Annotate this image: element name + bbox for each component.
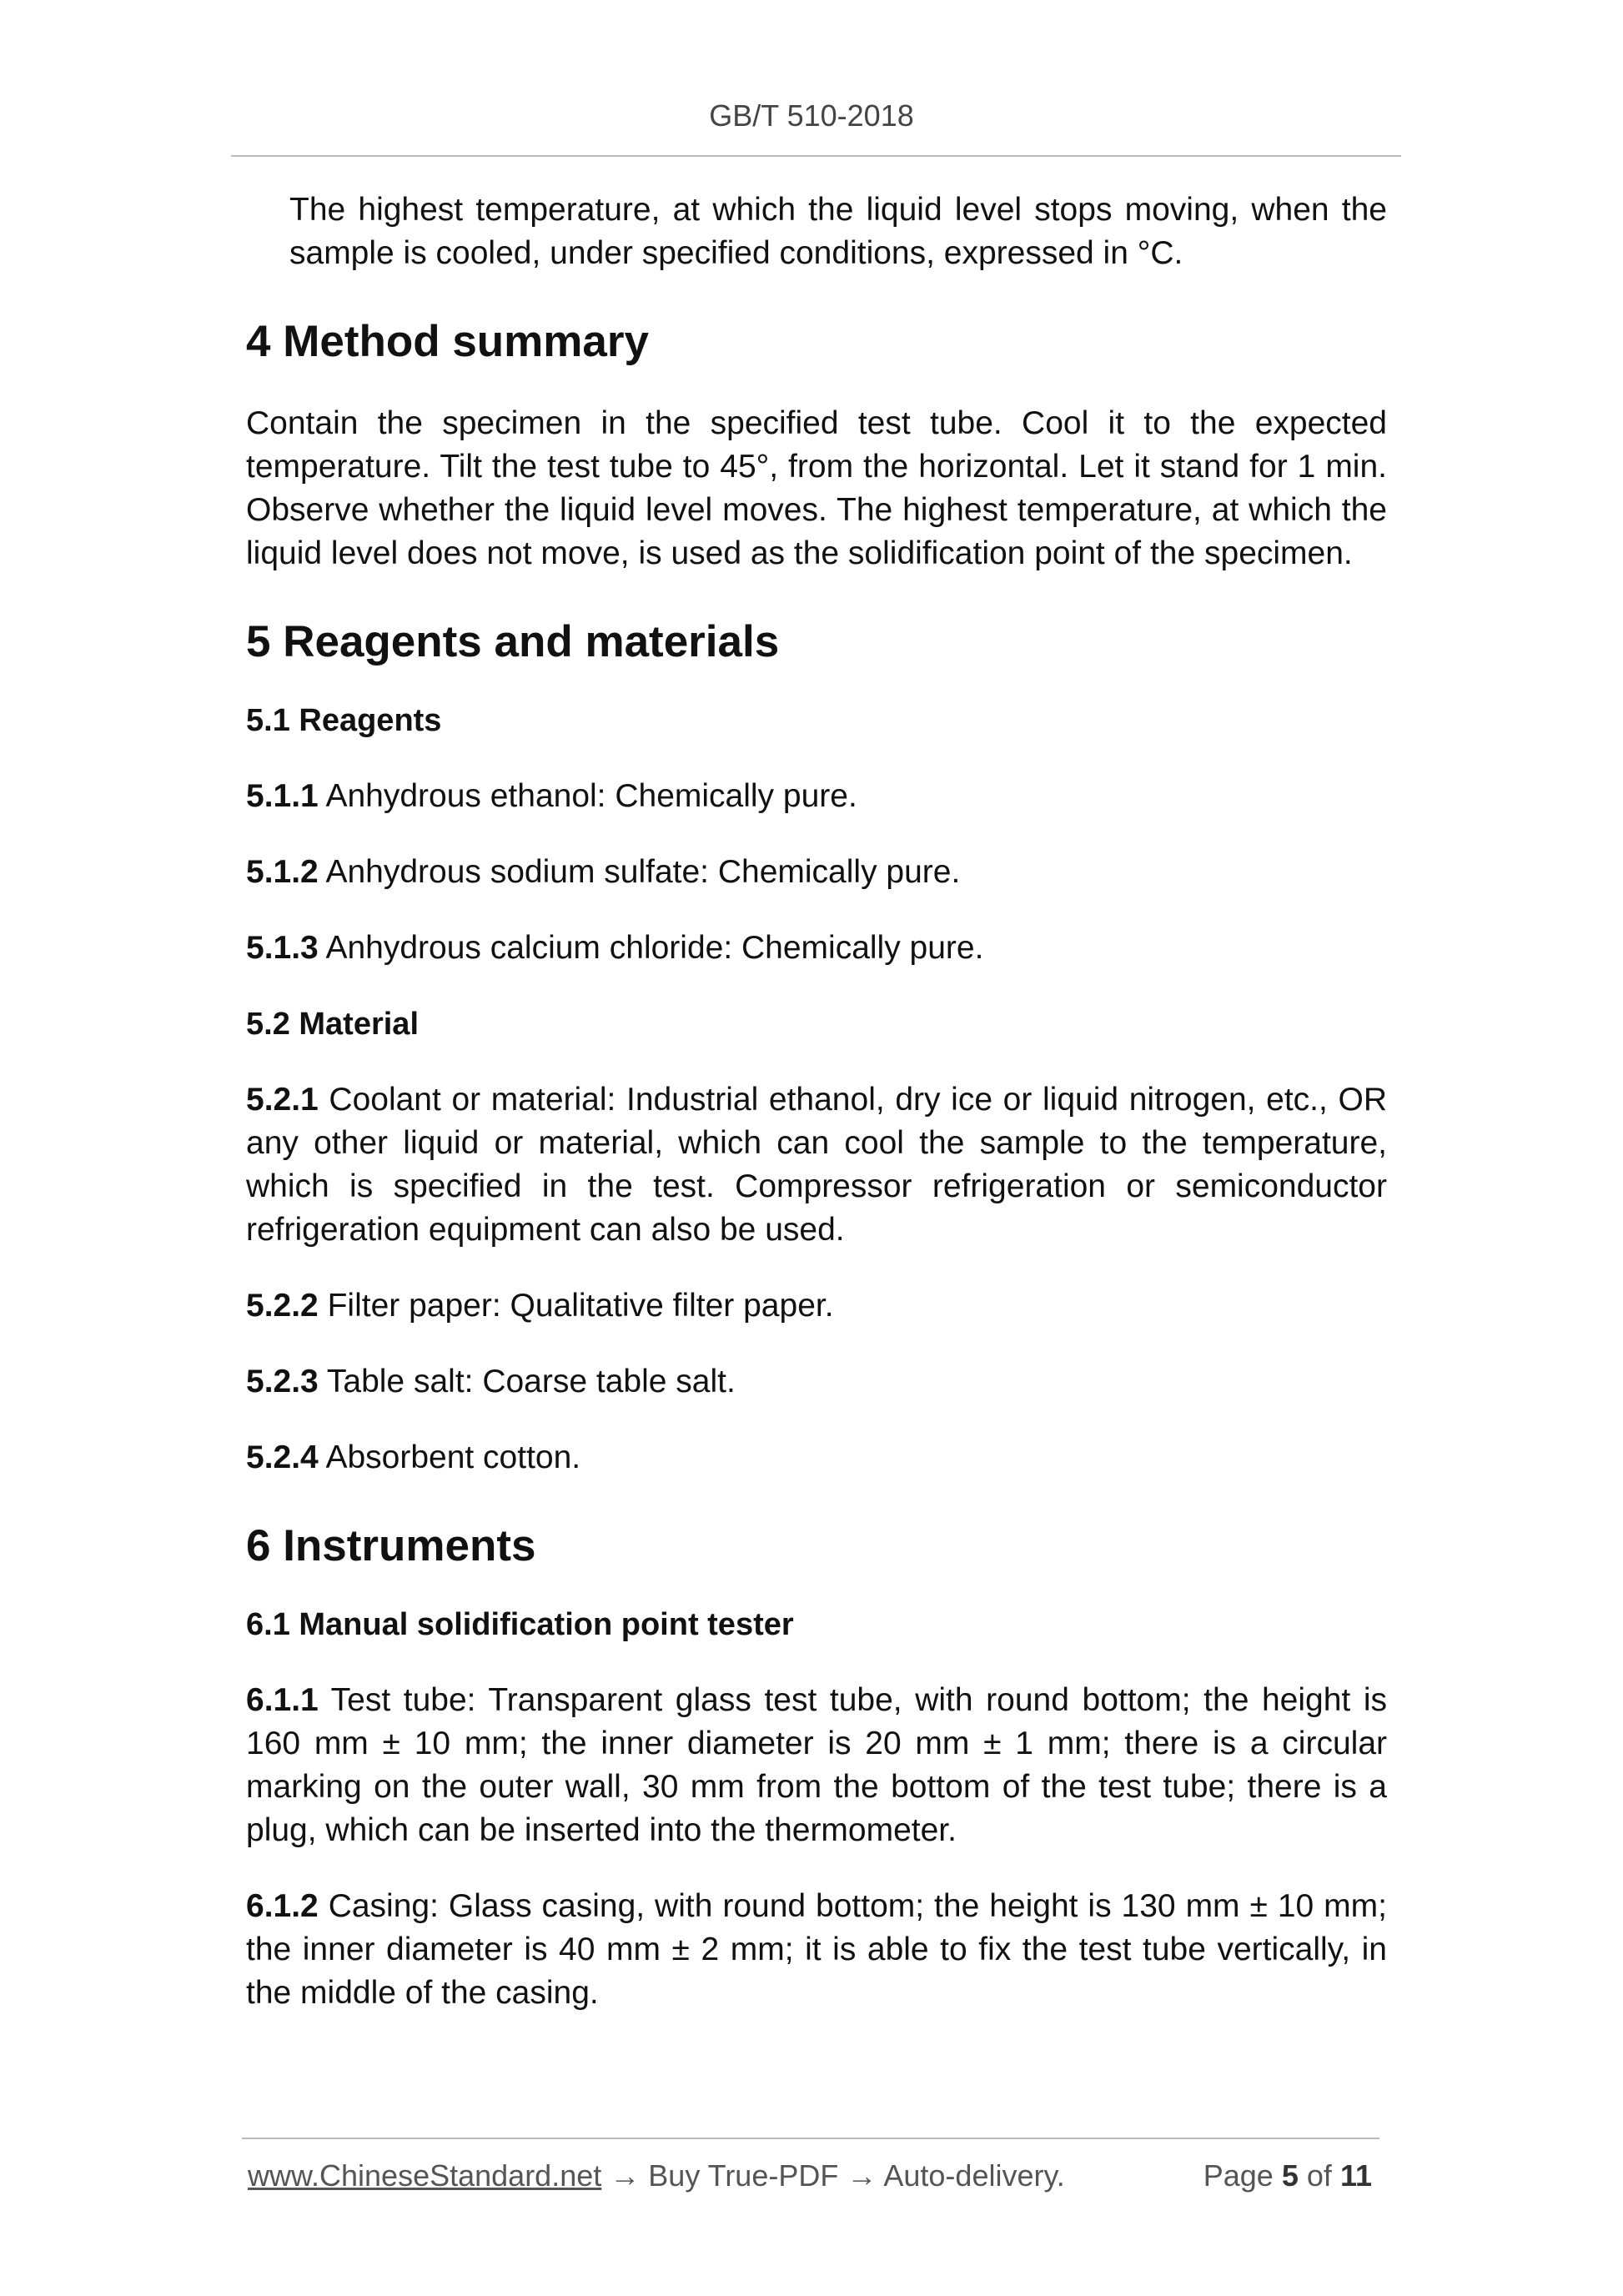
clause-text: Table salt: Coarse table salt. — [326, 1364, 736, 1399]
clause-5-2-2 — [246, 1284, 1387, 1328]
clause-number: 5.2.1 — [246, 1082, 319, 1118]
clause-text: Anhydrous calcium chloride: Chemically pure. — [325, 930, 984, 966]
clause-number: 5.2.2 — [246, 1288, 319, 1324]
footer-promo — [248, 2158, 1065, 2193]
clause-5-1-1 — [246, 775, 1387, 818]
delivery-text: Auto-delivery. — [883, 2158, 1065, 2193]
clause-5-1-2 — [246, 851, 1387, 894]
section-5-1-heading: 5.1 Reagents — [246, 703, 442, 738]
clause-text: Filter paper: Qualitative filter paper. — [327, 1288, 834, 1324]
clause-5-2-1 — [246, 1078, 1387, 1252]
clause-text: Casing: Glass casing, with round bottom; the height is 130 mm ± 10 mm; the inner diameter is 40 mm ± 2 mm; it is able to fix the test tube vertically, in the middle of the casing. — [246, 1888, 1387, 2011]
page-label: Page — [1203, 2158, 1274, 2193]
buy-pdf-text: Buy True-PDF — [648, 2158, 839, 2193]
total-pages: 11 — [1339, 2158, 1372, 2193]
website-link[interactable]: www.ChineseStandard.net — [248, 2158, 602, 2193]
clause-5-2-4 — [246, 1436, 1387, 1480]
document-body — [246, 188, 1387, 2015]
definition-text: The highest temperature, at which the liquid level stops moving, when the sample is cooled, under specified conditions, expressed in °C. — [289, 192, 1387, 271]
clause-text: Anhydrous sodium sulfate: Chemically pure. — [325, 854, 961, 890]
current-page: 5 — [1281, 2158, 1299, 2193]
clause-text: Absorbent cotton. — [325, 1439, 581, 1475]
page-header: GB/T 510-2018 — [709, 98, 914, 133]
footer-divider — [242, 2138, 1379, 2139]
page-number — [1203, 2158, 1372, 2193]
arrow-right-icon: → — [610, 2158, 641, 2193]
arrow-right-icon: → — [847, 2158, 877, 2193]
clause-number: 5.2.4 — [246, 1439, 319, 1475]
clause-number: 5.2.3 — [246, 1364, 319, 1399]
clause-6-1-2 — [246, 1885, 1387, 2015]
clause-5-2-3 — [246, 1360, 1387, 1404]
section-5-2-heading: 5.2 Material — [246, 1007, 419, 1042]
header-divider — [231, 155, 1401, 157]
clause-number: 6.1.2 — [246, 1888, 319, 1924]
section-6-1-heading: 6.1 Manual solidification point tester — [246, 1607, 794, 1642]
clause-6-1-1 — [246, 1679, 1387, 1852]
clause-number: 5.1.3 — [246, 930, 319, 966]
clause-text: Coolant or material: Industrial ethanol, dry ice or liquid nitrogen, etc., OR any other liquid or material, which can cool the sample to the temperature, which is specified in the test. Compressor refrigeration or semiconductor refrigeration equipment can also be used. — [246, 1082, 1387, 1248]
clause-number: 6.1.1 — [246, 1682, 319, 1718]
clause-5-1-3 — [246, 927, 1387, 970]
clause-number: 5.1.2 — [246, 854, 319, 890]
section-4-heading: 4 Method summary — [246, 317, 650, 366]
section-6-heading: 6 Instruments — [246, 1521, 536, 1570]
section-5-heading: 5 Reagents and materials — [246, 617, 780, 666]
section-4-text: Contain the specimen in the specified test tube. Cool it to the expected temperature. Tilt the test tube to 45°, from the horizontal. Let it stand for 1 min. Observe whether the liquid level moves. The highest temperature, at which the liquid level does not move, is used as the solidification point of the specimen. — [246, 405, 1387, 571]
clause-text: Anhydrous ethanol: Chemically pure. — [325, 778, 857, 814]
of-label: of — [1306, 2158, 1332, 2193]
clause-text: Test tube: Transparent glass test tube, with round bottom; the height is 160 mm ± 10 mm; the inner diameter is 20 mm ± 1 mm; there is a circular marking on the outer wall, 30 mm from the bottom of the test tube; there is a plug, which can be inserted into the thermometer. — [246, 1682, 1387, 1848]
clause-number: 5.1.1 — [246, 778, 319, 814]
